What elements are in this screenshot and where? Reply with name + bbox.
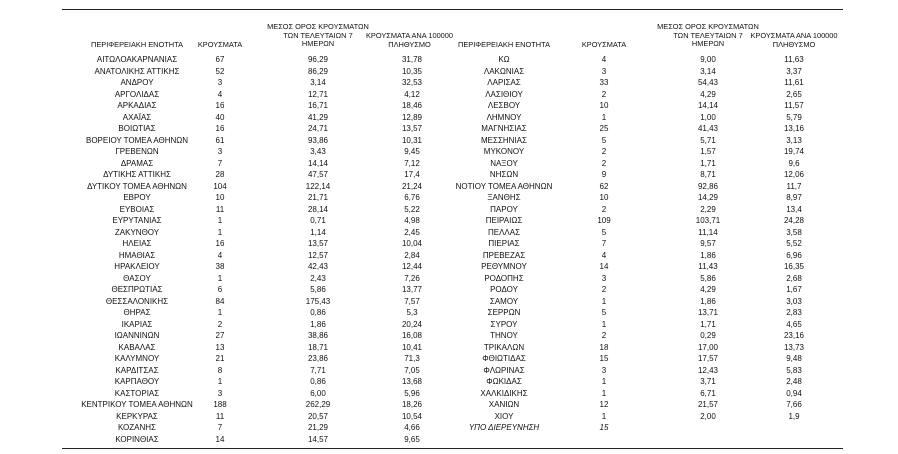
cell-rate: 11,61 bbox=[784, 78, 804, 87]
cell-rate: 7,05 bbox=[404, 365, 420, 375]
cell-avg: 38,86 bbox=[307, 331, 329, 340]
cell-region: ΚΩ bbox=[498, 55, 510, 64]
cell-cases: 14 bbox=[599, 262, 609, 271]
cell-rate: 23,16 bbox=[783, 331, 805, 340]
cell-rate: 4,98 bbox=[404, 216, 420, 225]
cell-avg: 14,29 bbox=[697, 193, 719, 202]
cell-cases: 2 bbox=[601, 89, 607, 99]
cell-cases: 7 bbox=[217, 423, 223, 432]
cell-region: ΔΥΤΙΚΟΥ ΤΟΜΕΑ ΑΘΗΝΩΝ bbox=[87, 181, 187, 191]
cell-avg: 5,86 bbox=[700, 273, 716, 283]
header-avg-right-line2: ΤΩΝ ΤΕΛΕΥΤΑΙΩΝ 7 bbox=[673, 30, 743, 40]
cell-cases: 104 bbox=[213, 181, 227, 191]
cell-cases: 7 bbox=[601, 239, 607, 248]
cell-region: ΒΟΡΕΙΟΥ ΤΟΜΕΑ ΑΘΗΝΩΝ bbox=[85, 135, 189, 145]
cell-region: ΘΗΡΑΣ bbox=[123, 308, 151, 317]
cell-rate: 5,22 bbox=[404, 204, 420, 214]
cell-rate: 32,53 bbox=[401, 78, 423, 87]
cell-rate: 1,9 bbox=[788, 411, 800, 421]
cell-cases: 33 bbox=[599, 78, 609, 87]
cell-region: ΚΟΡΙΝΘΙΑΣ bbox=[115, 434, 159, 444]
cell-cases: 10 bbox=[599, 193, 609, 202]
cell-rate: 13,57 bbox=[401, 124, 423, 133]
cell-avg: 21,57 bbox=[697, 400, 719, 409]
cell-cases: 16 bbox=[215, 124, 225, 133]
cell-rate: 10,31 bbox=[401, 135, 423, 145]
cell-region: ΤΗΝΟΥ bbox=[490, 331, 518, 340]
header-avg-line1: ΜΕΣΟΣ ΟΡΟΣ ΚΡΟΥΣΜΑΤΩΝ bbox=[267, 22, 369, 31]
cell-avg: 16,71 bbox=[307, 101, 329, 110]
cell-rate: 24,28 bbox=[783, 216, 805, 225]
cell-rate: 3,37 bbox=[786, 66, 802, 76]
cell-avg: 17,57 bbox=[697, 354, 719, 363]
cell-rate: 5,96 bbox=[404, 388, 420, 398]
cell-cases: 15 bbox=[599, 423, 609, 432]
cell-cases: 3 bbox=[217, 388, 223, 398]
cell-avg: 1,71 bbox=[700, 158, 716, 168]
cell-cases: 2 bbox=[601, 331, 607, 340]
header-cases: ΚΡΟΥΣΜΑΤΑ bbox=[197, 40, 243, 49]
cell-rate: 31,78 bbox=[401, 55, 423, 64]
cell-cases: 1 bbox=[601, 296, 607, 306]
cell-avg: 4,29 bbox=[700, 89, 716, 99]
cell-region: ΜΥΚΟΝΟΥ bbox=[483, 147, 525, 156]
cell-cases: 1 bbox=[601, 377, 607, 386]
cell-region: ΑΙΤΩΛΟΑΚΑΡΝΑΝΙΑΣ bbox=[96, 55, 178, 64]
cell-region: ΤΡΙΚΑΛΩΝ bbox=[483, 342, 525, 352]
cell-avg: 21,71 bbox=[307, 193, 329, 202]
cell-rate: 11,63 bbox=[784, 55, 804, 64]
cell-region: ΚΑΡΔΙΤΣΑΣ bbox=[115, 365, 159, 375]
cell-region: ΓΡΕΒΕΝΩΝ bbox=[115, 147, 159, 156]
cell-avg: 6,00 bbox=[310, 388, 326, 398]
cell-cases: 1 bbox=[601, 319, 607, 329]
cell-region: ΛΑΚΩΝΙΑΣ bbox=[483, 66, 525, 76]
cell-cases: 11 bbox=[215, 204, 225, 214]
cell-region: ΘΕΣΣΑΛΟΝΙΚΗΣ bbox=[105, 296, 169, 306]
cell-region: ΑΧΑΪΑΣ bbox=[122, 112, 152, 122]
cell-avg: 41,43 bbox=[697, 124, 719, 133]
cell-region: ΕΒΡΟΥ bbox=[123, 193, 151, 202]
cell-avg: 7,71 bbox=[310, 365, 326, 375]
cell-cases: 1 bbox=[217, 216, 223, 225]
cell-avg: 3,14 bbox=[700, 66, 716, 76]
cell-rate: 21,24 bbox=[401, 181, 423, 191]
cell-cases: 25 bbox=[599, 124, 609, 133]
cell-region: ΝΗΣΩΝ bbox=[489, 170, 519, 179]
cell-avg: 1,71 bbox=[700, 319, 716, 329]
cell-rate: 12,44 bbox=[401, 262, 423, 271]
cell-region: ΡΟΔΟΥ bbox=[490, 285, 518, 294]
cell-cases: 1 bbox=[601, 112, 607, 122]
cell-cases: 1 bbox=[217, 377, 223, 386]
cell-cases: 12 bbox=[599, 400, 609, 409]
cell-region: ΚΑΡΠΑΘΟΥ bbox=[114, 377, 160, 386]
cell-rate: 5,83 bbox=[786, 365, 802, 375]
cell-avg: 1,86 bbox=[310, 319, 326, 329]
cell-rate: 17,4 bbox=[404, 170, 420, 179]
cell-rate: 20,24 bbox=[401, 319, 423, 329]
cell-region: ΦΩΚΙΔΑΣ bbox=[486, 377, 522, 386]
cell-rate: 8,97 bbox=[786, 193, 802, 202]
cell-cases: 2 bbox=[217, 319, 223, 329]
cell-cases: 15 bbox=[599, 354, 609, 363]
cell-cases: 52 bbox=[215, 66, 225, 76]
cell-cases: 6 bbox=[217, 285, 223, 294]
cell-cases: 7 bbox=[217, 158, 223, 168]
cell-rate: 6,96 bbox=[786, 250, 802, 260]
cell-avg: 92,86 bbox=[697, 181, 719, 191]
cell-avg: 2,00 bbox=[700, 411, 716, 421]
cell-region: ΚΑΣΤΟΡΙΑΣ bbox=[114, 388, 160, 398]
cell-avg: 5,86 bbox=[310, 285, 326, 294]
cell-region: ΣΕΡΡΩΝ bbox=[487, 308, 521, 317]
cell-region: ΛΑΡΙΣΑΣ bbox=[487, 78, 521, 87]
cell-rate: 2,83 bbox=[786, 308, 802, 317]
cell-region: ΗΛΕΙΑΣ bbox=[122, 239, 152, 248]
cell-rate: 71,3 bbox=[404, 354, 420, 363]
header-avg-right-line1: ΜΕΣΟΣ ΟΡΟΣ ΚΡΟΥΣΜΑΤΩΝ bbox=[657, 22, 759, 31]
cell-avg: 17,00 bbox=[697, 342, 719, 352]
cell-cases: 38 bbox=[215, 262, 225, 271]
cell-region: ΜΑΓΝΗΣΙΑΣ bbox=[481, 124, 527, 133]
cell-cases: 28 bbox=[215, 170, 225, 179]
cell-avg: 18,71 bbox=[307, 342, 329, 352]
cell-region: ΚΑΛΥΜΝΟΥ bbox=[114, 354, 160, 363]
cell-rate: 7,66 bbox=[786, 400, 802, 409]
cell-region: ΔΡΑΜΑΣ bbox=[120, 158, 154, 168]
cell-avg: 103,71 bbox=[695, 216, 721, 225]
cell-region: ΠΕΙΡΑΙΩΣ bbox=[485, 216, 523, 225]
cell-cases: 2 bbox=[601, 158, 607, 168]
cell-cases: 10 bbox=[215, 193, 225, 202]
cell-region: ΙΚΑΡΙΑΣ bbox=[121, 319, 153, 329]
cell-cases: 1 bbox=[217, 308, 223, 317]
cell-rate: 11,7 bbox=[786, 181, 802, 191]
cell-cases: 3 bbox=[601, 365, 607, 375]
cell-avg: 86,29 bbox=[307, 66, 329, 76]
cell-region: ΙΩΑΝΝΙΝΩΝ bbox=[114, 331, 160, 340]
cell-region: ΡΟΔΟΠΗΣ bbox=[484, 273, 524, 283]
cell-avg: 3,71 bbox=[700, 377, 716, 386]
cell-region: ΠΡΕΒΕΖΑΣ bbox=[482, 250, 526, 260]
cell-region: ΗΡΑΚΛΕΙΟΥ bbox=[114, 262, 160, 271]
cell-avg: 12,71 bbox=[307, 89, 329, 99]
cell-cases: 8 bbox=[217, 365, 223, 375]
cell-region: ΛΕΣΒΟΥ bbox=[487, 101, 521, 110]
cell-region: ΑΝΑΤΟΛΙΚΗΣ ΑΤΤΙΚΗΣ bbox=[94, 66, 180, 76]
header-rate-line2: ΠΛΗΘΥΣΜΟ bbox=[388, 39, 431, 49]
cell-rate: 3,03 bbox=[786, 296, 802, 306]
cell-rate: 13,73 bbox=[783, 342, 805, 352]
cell-region: ΚΕΡΚΥΡΑΣ bbox=[116, 411, 158, 421]
cell-avg: 93,86 bbox=[307, 135, 329, 145]
cell-avg: 12,43 bbox=[697, 365, 719, 375]
cell-avg: 21,29 bbox=[307, 423, 329, 432]
cell-rate: 19,74 bbox=[783, 147, 805, 156]
cell-cases: 2 bbox=[601, 147, 607, 156]
cell-rate: 13,68 bbox=[401, 377, 423, 386]
cell-avg: 41,29 bbox=[307, 112, 329, 122]
cell-region: ΣΥΡΟΥ bbox=[490, 319, 518, 329]
cell-avg: 96,29 bbox=[307, 55, 329, 64]
header-rate-right-line1: ΚΡΟΥΣΜΑΤΑ ΑΝΑ 100000 bbox=[750, 31, 838, 40]
cell-region: ΔΥΤΙΚΗΣ ΑΤΤΙΚΗΣ bbox=[103, 170, 171, 179]
cell-rate: 12,89 bbox=[401, 112, 423, 122]
cell-cases: 2 bbox=[601, 204, 607, 214]
cell-avg: 262,29 bbox=[305, 400, 331, 409]
cell-rate: 1,67 bbox=[786, 285, 802, 294]
cell-cases: 109 bbox=[597, 216, 611, 225]
header-rate-line1: ΚΡΟΥΣΜΑΤΑ ΑΝΑ 100000 bbox=[365, 31, 454, 40]
cell-cases: 5 bbox=[601, 308, 607, 317]
cell-cases: 1 bbox=[217, 227, 223, 237]
cell-cases: 4 bbox=[217, 89, 223, 99]
cell-avg: 13,57 bbox=[307, 239, 329, 248]
cell-region: ΕΥΒΟΙΑΣ bbox=[119, 204, 155, 214]
cell-rate: 2,45 bbox=[404, 227, 420, 237]
cell-rate: 4,12 bbox=[404, 89, 420, 99]
cell-avg: 0,86 bbox=[310, 377, 326, 386]
cell-region: ΚΟΖΑΝΗΣ bbox=[117, 423, 157, 432]
cell-rate: 5,3 bbox=[406, 308, 418, 317]
cell-region: ΠΙΕΡΙΑΣ bbox=[488, 239, 520, 248]
cell-cases: 18 bbox=[599, 342, 609, 352]
cell-cases: 61 bbox=[215, 135, 225, 145]
header-rate-right-line2: ΠΛΗΘΥΣΜΟ bbox=[772, 39, 816, 49]
cell-avg: 4,29 bbox=[700, 285, 716, 294]
cell-avg: 1,86 bbox=[700, 250, 716, 260]
cell-cases: 5 bbox=[601, 227, 607, 237]
cell-avg: 54,43 bbox=[697, 78, 719, 87]
cell-rate: 12,06 bbox=[783, 170, 805, 179]
cell-rate: 2,68 bbox=[786, 273, 802, 283]
cell-region: ΞΑΝΘΗΣ bbox=[487, 193, 521, 202]
cell-cases: 62 bbox=[599, 181, 609, 191]
cell-region: ΠΕΛΛΑΣ bbox=[487, 227, 521, 237]
cell-rate: 13,77 bbox=[401, 285, 423, 294]
cell-region: ΘΑΣΟΥ bbox=[123, 273, 151, 283]
cell-rate: 7,26 bbox=[404, 273, 420, 283]
cell-region: ΒΟΙΩΤΙΑΣ bbox=[118, 124, 156, 133]
cell-region: ΠΑΡΟΥ bbox=[490, 204, 518, 214]
cell-cases: 9 bbox=[601, 170, 607, 179]
cell-cases: 13 bbox=[215, 342, 225, 352]
cell-avg: 14,14 bbox=[307, 158, 329, 168]
cell-rate: 3,13 bbox=[786, 135, 802, 145]
cell-avg: 20,57 bbox=[307, 411, 329, 421]
header-avg-line2: ΤΩΝ ΤΕΛΕΥΤΑΙΩΝ 7 bbox=[283, 30, 353, 40]
cell-rate: 3,58 bbox=[786, 227, 802, 237]
cell-avg: 2,43 bbox=[310, 273, 326, 283]
cell-avg: 14,14 bbox=[697, 101, 719, 110]
cell-rate: 10,41 bbox=[401, 342, 423, 352]
cell-rate: 5,52 bbox=[786, 239, 802, 248]
cell-cases: 3 bbox=[601, 273, 607, 283]
cell-rate: 16,08 bbox=[401, 331, 423, 340]
cell-avg: 1,86 bbox=[700, 296, 716, 306]
cell-avg: 122,14 bbox=[305, 181, 331, 191]
cell-cases: 27 bbox=[215, 331, 225, 340]
cell-region: ΛΑΣΙΘΙΟΥ bbox=[485, 89, 523, 99]
cell-region: ΦΘΙΩΤΙΔΑΣ bbox=[482, 354, 526, 363]
cell-cases: 4 bbox=[601, 55, 607, 64]
cell-cases: 16 bbox=[215, 101, 225, 110]
cell-avg: 13,71 bbox=[697, 308, 719, 317]
cell-avg: 8,71 bbox=[700, 170, 716, 179]
cell-region: ΣΑΜΟΥ bbox=[489, 296, 519, 306]
cell-cases: 5 bbox=[601, 135, 607, 145]
cell-region: ΝΟΤΙΟΥ ΤΟΜΕΑ ΑΘΗΝΩΝ bbox=[455, 181, 553, 191]
cell-region: ΧΑΝΙΩΝ bbox=[488, 400, 520, 409]
cell-rate: 9,65 bbox=[404, 434, 420, 444]
cell-cases: 3 bbox=[601, 66, 607, 76]
cell-cases: 14 bbox=[215, 434, 225, 444]
header-avg-line3: ΗΜΕΡΩΝ bbox=[301, 39, 335, 48]
cell-cases: 1 bbox=[217, 273, 223, 283]
cell-cases: 21 bbox=[215, 354, 225, 363]
cell-region: ΦΛΩΡΙΝΑΣ bbox=[483, 365, 525, 375]
cell-avg: 3,14 bbox=[310, 78, 326, 87]
cell-rate: 6,76 bbox=[404, 193, 420, 202]
cell-avg: 9,00 bbox=[700, 55, 716, 64]
cell-rate: 5,79 bbox=[786, 112, 802, 122]
cell-avg: 11,43 bbox=[698, 262, 718, 271]
cell-avg: 11,14 bbox=[698, 227, 718, 237]
cell-rate: 9,6 bbox=[788, 158, 800, 168]
cell-region: ΑΡΓΟΛΙΔΑΣ bbox=[114, 89, 160, 99]
cell-region: ΡΕΘΥΜΝΟΥ bbox=[481, 262, 527, 271]
cell-avg: 175,43 bbox=[305, 296, 331, 306]
cell-avg: 47,57 bbox=[307, 170, 329, 179]
cell-cases: 40 bbox=[215, 112, 225, 122]
cell-rate: 13,16 bbox=[783, 124, 805, 133]
cell-region: ΛΗΜΝΟΥ bbox=[486, 112, 522, 122]
cell-avg: 0,29 bbox=[700, 331, 716, 340]
cell-avg: 1,57 bbox=[700, 147, 716, 156]
top-rule bbox=[62, 9, 843, 10]
cell-rate: 4,65 bbox=[786, 319, 802, 329]
cell-region: ΥΠΟ ΔΙΕΡΕΥΝΗΣΗ bbox=[468, 423, 540, 432]
cell-rate: 4,66 bbox=[404, 423, 420, 432]
cell-avg: 14,57 bbox=[307, 434, 329, 444]
cell-region: ΑΡΚΑΔΙΑΣ bbox=[117, 101, 157, 110]
cell-rate: 10,35 bbox=[401, 66, 423, 76]
cell-region: ΖΑΚΥΝΘΟΥ bbox=[114, 227, 160, 237]
cell-region: ΕΥΡΥΤΑΝΙΑΣ bbox=[112, 216, 162, 225]
cell-avg: 23,86 bbox=[307, 354, 329, 363]
cell-region: ΝΑΞΟΥ bbox=[490, 158, 518, 168]
cell-cases: 67 bbox=[215, 55, 225, 64]
cell-region: ΧΙΟΥ bbox=[494, 411, 514, 421]
cell-avg: 42,43 bbox=[307, 262, 329, 271]
cell-avg: 3,43 bbox=[310, 147, 326, 156]
cell-cases: 1 bbox=[601, 388, 607, 398]
cell-cases: 3 bbox=[217, 78, 223, 87]
cell-region: ΧΑΛΚΙΔΙΚΗΣ bbox=[480, 388, 528, 398]
cell-cases: 16 bbox=[215, 239, 225, 248]
cell-cases: 2 bbox=[601, 285, 607, 294]
cell-avg: 0,86 bbox=[310, 308, 326, 317]
cell-cases: 4 bbox=[217, 250, 223, 260]
cell-avg: 28,14 bbox=[307, 204, 329, 214]
header-cases-right: ΚΡΟΥΣΜΑΤΑ bbox=[581, 40, 627, 49]
cell-region: ΜΕΣΣΗΝΙΑΣ bbox=[481, 135, 527, 145]
cell-avg: 5,71 bbox=[700, 135, 716, 145]
cell-cases: 10 bbox=[599, 101, 609, 110]
cell-rate: 11,57 bbox=[784, 101, 804, 110]
cell-rate: 13,4 bbox=[786, 204, 802, 214]
cell-rate: 18,46 bbox=[401, 101, 423, 110]
cell-region: ΚΕΝΤΡΙΚΟΥ ΤΟΜΕΑ ΑΘΗΝΩΝ bbox=[81, 400, 193, 409]
cell-cases: 3 bbox=[217, 147, 223, 156]
cell-rate: 2,48 bbox=[786, 377, 802, 386]
cell-rate: 7,57 bbox=[404, 296, 420, 306]
cell-avg: 1,14 bbox=[310, 227, 326, 237]
cell-avg: 1,00 bbox=[700, 112, 716, 122]
cell-avg: 2,29 bbox=[700, 204, 716, 214]
cell-region: ΘΕΣΠΡΩΤΙΑΣ bbox=[111, 285, 163, 294]
cell-avg: 0,71 bbox=[310, 216, 326, 225]
cell-avg: 6,71 bbox=[700, 388, 716, 398]
cell-avg: 9,57 bbox=[700, 239, 716, 248]
cell-rate: 18,26 bbox=[401, 400, 423, 409]
cell-rate: 16,35 bbox=[783, 262, 805, 271]
cell-rate: 2,84 bbox=[404, 250, 420, 260]
cell-cases: 11 bbox=[215, 411, 225, 421]
header-rate-right bbox=[740, 32, 848, 49]
cell-cases: 84 bbox=[215, 296, 225, 306]
cell-rate: 0,94 bbox=[786, 388, 802, 398]
cell-rate: 9,45 bbox=[404, 147, 420, 156]
cell-rate: 7,12 bbox=[404, 158, 420, 168]
cell-avg: 24,71 bbox=[307, 124, 329, 133]
cell-rate: 10,04 bbox=[401, 239, 423, 248]
cell-cases: 4 bbox=[601, 250, 607, 260]
cell-cases: 188 bbox=[213, 400, 227, 409]
header-region: ΠΕΡΙΦΕΡΕΙΑΚΗ ΕΝΟΤΗΤΑ bbox=[91, 40, 183, 49]
cell-region: ΗΜΑΘΙΑΣ bbox=[118, 250, 156, 260]
cell-rate: 10,54 bbox=[401, 411, 423, 421]
cell-region: ΚΑΒΑΛΑΣ bbox=[118, 342, 156, 352]
cell-avg: 12,57 bbox=[307, 250, 329, 260]
bottom-rule bbox=[62, 448, 843, 449]
cell-rate: 2,65 bbox=[786, 89, 802, 99]
header-region-right: ΠΕΡΙΦΕΡΕΙΑΚΗ ΕΝΟΤΗΤΑ bbox=[458, 40, 550, 49]
cell-rate: 9,48 bbox=[786, 354, 802, 363]
header-avg-right-line3: ΗΜΕΡΩΝ bbox=[691, 39, 725, 48]
cell-region: ΑΝΔΡΟΥ bbox=[120, 78, 154, 87]
cell-cases: 1 bbox=[601, 411, 607, 421]
